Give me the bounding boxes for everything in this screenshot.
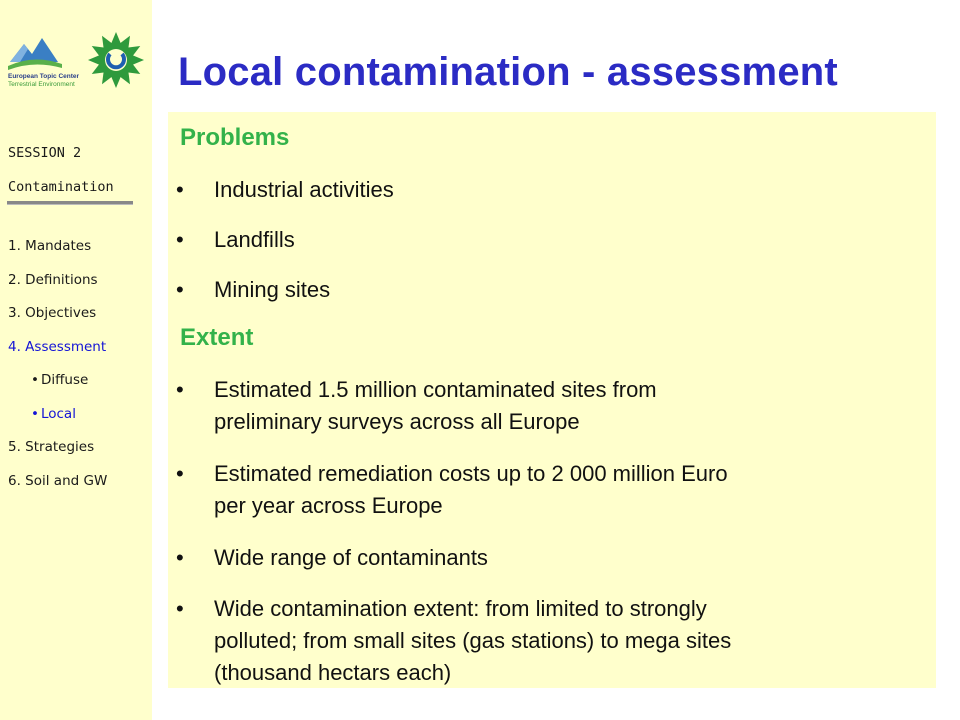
list-item-line: (thousand hectars each) <box>214 660 452 685</box>
list-item-text: Mining sites <box>214 277 331 302</box>
bullet-icon: • <box>31 372 39 388</box>
list-item-line: Estimated remediation costs up to 2 000 million Euro <box>214 461 728 486</box>
mountain-logo-icon <box>8 38 62 70</box>
sidebar-item-mandates[interactable]: 1. Mandates <box>8 238 92 254</box>
list-item-text <box>214 593 904 689</box>
session-topic: Contamination <box>8 179 114 195</box>
list-item-text: Wide range of contaminants <box>214 545 488 570</box>
list-item-text: Landfills <box>214 227 295 252</box>
list-item-text <box>214 374 904 438</box>
bullet-icon: • <box>31 405 39 422</box>
bullet-icon: • <box>176 277 184 302</box>
page-title: Local contamination - assessment <box>178 50 838 94</box>
logo-line-2: Terrestrial Environment <box>8 81 75 88</box>
sidebar-item-soil-gw[interactable]: 6. Soil and GW <box>8 472 108 489</box>
logo-area <box>6 28 148 98</box>
problems-heading: Problems <box>180 124 290 151</box>
bullet-icon: • <box>176 227 184 252</box>
session-block <box>8 136 114 204</box>
list-item-line: per year across Europe <box>214 493 443 518</box>
sidebar-item-objectives[interactable]: 3. Objectives <box>8 305 97 321</box>
session-label: SESSION 2 <box>8 145 82 161</box>
list-item-text <box>214 458 904 522</box>
list-item-line: Wide contamination extent: from limited to strongly <box>214 596 707 621</box>
content-panel <box>168 112 936 688</box>
bullet-icon: • <box>176 177 184 202</box>
list-item-line: preliminary surveys across all Europe <box>214 409 580 434</box>
extent-heading: Extent <box>180 324 254 351</box>
list-item-line: polluted; from small sites (gas stations) to mega sites <box>214 628 732 653</box>
list-item-line: Estimated 1.5 million contaminated sites from <box>214 377 657 402</box>
bullet-icon: • <box>176 596 184 621</box>
sidebar-item-strategies[interactable]: 5. Strategies <box>8 439 95 455</box>
sidebar <box>0 0 152 720</box>
bullet-icon: • <box>176 545 184 570</box>
sun-emblem-icon <box>88 32 144 88</box>
sidebar-item-assessment[interactable]: 4. Assessment <box>8 338 107 355</box>
sidebar-divider <box>7 201 133 205</box>
etc-te-logo <box>6 28 148 98</box>
sidebar-item-definitions[interactable]: 2. Definitions <box>8 271 98 288</box>
bullet-icon: • <box>176 461 184 486</box>
sidebar-nav <box>8 232 107 500</box>
sidebar-item-diffuse[interactable] <box>8 366 107 400</box>
logo-line-1: European Topic Center <box>8 73 80 80</box>
sidebar-item-local-label: Local <box>40 405 76 422</box>
sidebar-item-local[interactable] <box>8 400 107 434</box>
sidebar-item-diffuse-label: Diffuse <box>40 372 89 388</box>
list-item-text: Industrial activities <box>214 177 394 202</box>
bullet-icon: • <box>176 377 184 402</box>
